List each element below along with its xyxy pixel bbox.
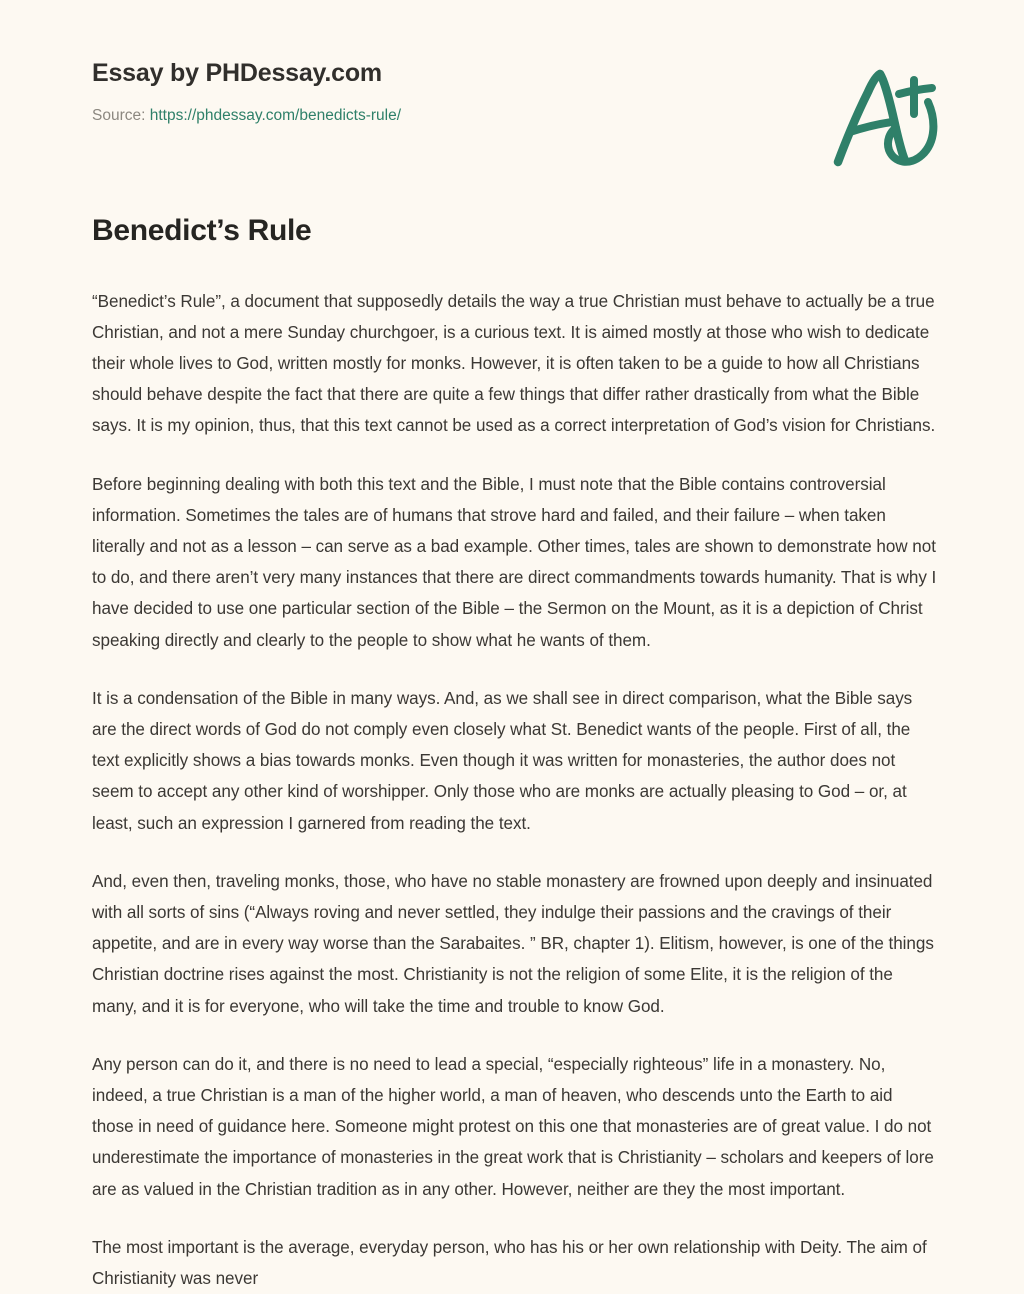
essay-paragraph: And, even then, traveling monks, those, who have no stable monastery are frowned upon deeply and insinuated with all sorts of sins (“Always roving and never settled, they indulge their passions and the cravings of their appetite, and are in every way worse than the Sarabaites. ” BR, chapter 1). Elitism, however, is one of the things Christian doctrine rises against the most. Christianity is not the religion of some Elite, it is the religion of the many, and it is for everyone, who will take the time and trouble to know God. [92, 866, 938, 1022]
source-url-link[interactable]: https://phdessay.com/benedicts-rule/ [150, 107, 401, 124]
essay-paragraph: The most important is the average, everyday person, who has his or her own relationship with Deity. The aim of Christianity was never [92, 1232, 938, 1294]
source-label: Source: [92, 107, 145, 124]
essay-paragraph: Any person can do it, and there is no need to lead a special, “especially righteous” life in a monastery. No, indeed, a true Christian is a man of the higher world, a man of heaven, who descends unto the Earth to aid those in need of guidance here. Someone might protest on this one that monasteries are of great value. I do not underestimate the importance of monasteries in the great work that is Christianity – scholars and keepers of lore are as valued in the Christian tradition as in any other. However, neither are they the most important. [92, 1049, 938, 1205]
essay-body [92, 286, 938, 1294]
brand-block [92, 58, 712, 126]
page-header [0, 0, 1024, 185]
brand-title: Essay by PHDessay.com [92, 58, 712, 88]
essay-paragraph: Before beginning dealing with both this text and the Bible, I must note that the Bible contains controversial information. Sometimes the tales are of humans that strove hard and failed, and their failure – when taken literally and not as a lesson – can serve as a bad example. Other times, tales are shown to demonstrate how not to do, and there aren’t very many instances that there are direct commandments towards humanity. That is why I have decided to use one particular section of the Bible – the Sermon on the Mount, as it is a depiction of Christ speaking directly and clearly to the people to show what he wants of them. [92, 469, 938, 656]
essay-paragraph: “Benedict’s Rule”, a document that supposedly details the way a true Christian must behave to actually be a true Christian, and not a mere Sunday churchgoer, is a curious text. It is aimed mostly at those who wish to dedicate their whole lives to God, written mostly for monks. However, it is often taken to be a guide to how all Christians should behave despite the fact that there are quite a few things that differ rather drastically from what the Bible says. It is my opinion, thus, that this text cannot be used as a correct interpretation of God’s vision for Christians. [92, 286, 938, 442]
page-title: Benedict’s Rule [92, 212, 938, 250]
aplus-logo-icon [826, 62, 946, 172]
aplus-logo-glyph [826, 62, 946, 172]
essay-paragraph: It is a condensation of the Bible in many ways. And, as we shall see in direct comparison, what the Bible says are the direct words of God do not comply even closely what St. Benedict wants of the people. First of all, the text explicitly shows a bias towards monks. Even though it was written for monasteries, the author does not seem to accept any other kind of worshipper. Only those who are monks are actually pleasing to God – or, at least, such an expression I garnered from reading the text. [92, 683, 938, 839]
article [92, 212, 938, 1294]
source-line [92, 106, 712, 126]
